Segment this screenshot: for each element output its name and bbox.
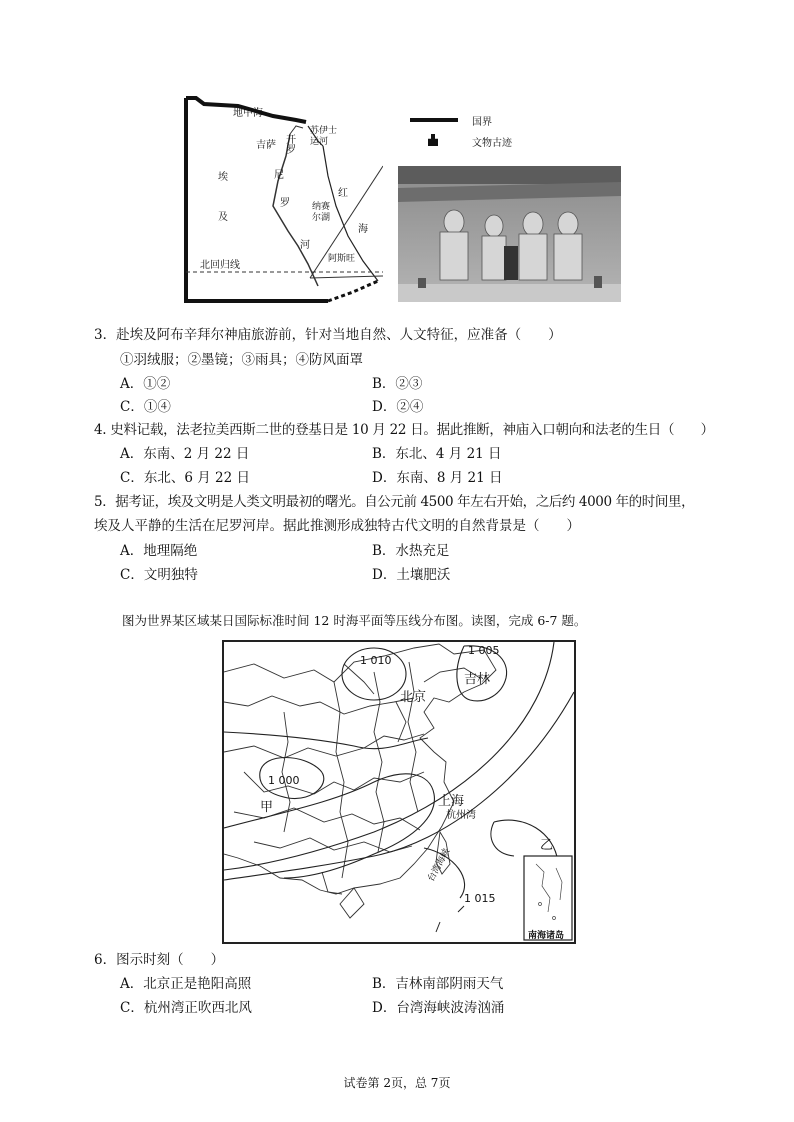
label-red-1: 红	[338, 188, 348, 199]
q4-stem: 4. 史料记载，法老拉美西斯二世的登基日是 10 月 22 日。据此推断，神庙入口朝向和法老的生日（ ）	[94, 422, 714, 438]
label-aswan: 阿斯旺	[328, 254, 356, 264]
egypt-legend	[410, 110, 550, 150]
q6-option-c[interactable]: C．杭州湾正吹西北风	[120, 1000, 252, 1016]
q6-option-a[interactable]: A．北京正是艳阳高照	[120, 976, 252, 992]
label-suez: 苏伊士运河	[310, 126, 338, 147]
q5-option-c[interactable]: C．文明独特	[120, 567, 198, 583]
label-beijing: 北京	[400, 690, 427, 705]
q3-option-d[interactable]: D．②④	[372, 399, 424, 415]
label-egypt-1: 埃	[218, 172, 228, 183]
legend-border-label: 国界	[472, 117, 492, 128]
label-nile-2: 罗	[280, 198, 290, 209]
q3-option-b[interactable]: B．②③	[372, 376, 423, 392]
label-inset: 南海诸岛	[528, 931, 565, 941]
label-tropic: 北回归线	[200, 260, 240, 271]
temple-photo	[398, 166, 621, 302]
isobar-1010: 1 010	[360, 654, 392, 667]
label-mediterranean: 地中海	[233, 108, 263, 119]
q5-stem-line1: 5．据考证，埃及文明是人类文明最初的曙光。自公元前 4500 年左右开始，之后约 4000 年的时间里，	[94, 494, 695, 510]
label-nasser: 纳赛尔湖	[312, 202, 331, 223]
temple-photo-drawing	[398, 166, 621, 302]
q3-stem: 3．赴埃及阿布辛拜尔神庙旅游前，针对当地自然、人文特征，应准备（ ）	[94, 327, 562, 343]
label-giza: 吉萨	[256, 140, 276, 151]
q3-option-c[interactable]: C．①④	[120, 399, 171, 415]
border-legend-line	[410, 118, 458, 122]
label-egypt-2: 及	[218, 212, 228, 223]
label-shanghai: 上海	[438, 794, 465, 809]
isobar-1000: 1 000	[268, 774, 300, 787]
isobar-1005: 1 005	[468, 644, 500, 657]
label-hangzhou-bay: 杭州湾	[446, 810, 476, 821]
q3-option-a[interactable]: A．①②	[120, 376, 171, 392]
label-nile-1: 尼	[274, 170, 284, 181]
page-footer: 试卷第 2页，总 7页	[343, 1076, 451, 1090]
label-jilin: 吉林	[464, 672, 491, 687]
relic-icon	[428, 134, 438, 146]
q6-stem: 6．图示时刻（ ）	[94, 952, 225, 968]
q4-option-b[interactable]: B．东北、4 月 21 日	[372, 446, 502, 462]
q3-note: ①羽绒服；②墨镜；③雨具；④防风面罩	[120, 352, 363, 368]
q6-option-b[interactable]: B．吉林南部阴雨天气	[372, 976, 504, 992]
label-nile-3: 河	[300, 240, 310, 251]
q5-stem-line2: 埃及人平静的生活在尼罗河岸。据此推测形成独特古代文明的自然背景是（ ）	[94, 518, 580, 534]
q5-option-a[interactable]: A．地理隔绝	[120, 543, 198, 559]
isobar-map-drawing	[224, 642, 574, 942]
label-red-2: 海	[358, 224, 368, 235]
intro-6-7: 图为世界某区域某日国际标准时间 12 时海平面等压线分布图。读图，完成 6-7 题。	[122, 613, 587, 628]
q6-option-d[interactable]: D．台湾海峡波涛汹涌	[372, 1000, 505, 1016]
legend-relic-label: 文物古迹	[472, 138, 512, 149]
label-taiwan-strait: 台湾海峡	[426, 846, 453, 884]
q4-option-a[interactable]: A．东南、2 月 22 日	[120, 446, 250, 462]
egypt-map	[178, 96, 383, 306]
isobar-map	[222, 640, 576, 944]
q4-option-d[interactable]: D．东南、8 月 21 日	[372, 470, 503, 486]
q4-option-c[interactable]: C．东北、6 月 22 日	[120, 470, 250, 486]
q5-option-d[interactable]: D．土壤肥沃	[372, 567, 451, 583]
q5-option-b[interactable]: B．水热充足	[372, 543, 450, 559]
label-jia: 甲	[260, 800, 274, 815]
label-yi: 乙	[540, 838, 554, 853]
isobar-1015: 1 015	[464, 892, 496, 905]
label-cairo: 开罗	[286, 135, 296, 156]
